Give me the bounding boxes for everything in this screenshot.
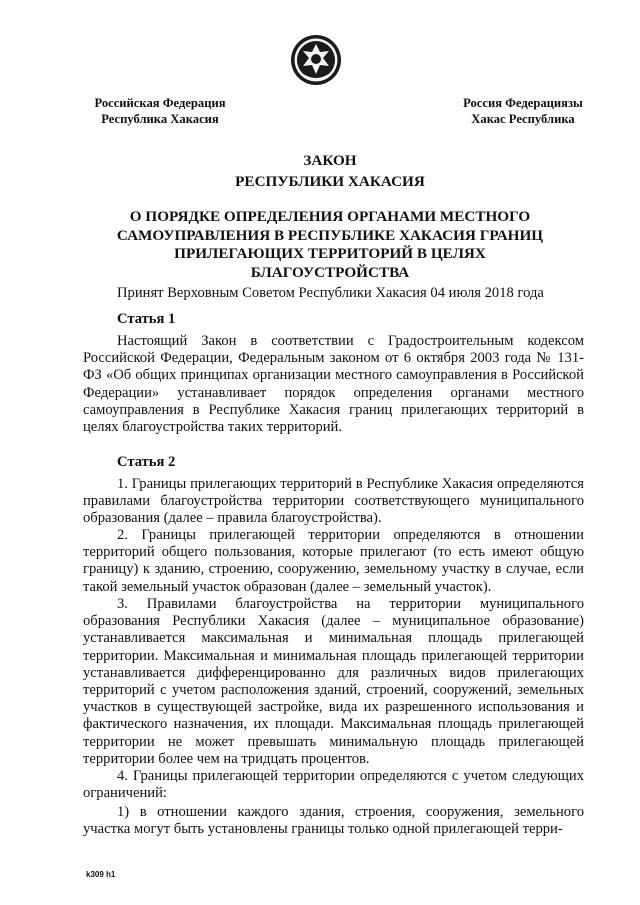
header-right-line1: Россия Федерациязы <box>463 96 583 110</box>
article-1-text: Настоящий Закон в соответствии с Градостроительным кодексом Российской Федерации, Федеральным законом от 6 октября 2003 года № 131-ФЗ «Об общих принципах организации местного самоуправления в Российской Федерации» устанавливает порядок определения органами местного самоуправления в Республике Хакасия границ прилегающих территорий в целях благоустройства таких территорий. <box>83 333 584 436</box>
article-2-paragraph-2: 2. Границы прилегающей территории определяются в отношении территорий общего пользования, которые прилегают (то есть имеют общую границу) к зданию, строению, сооружению, земельному участку в случае, если такой земельный участок образован (далее – земельный участок). <box>83 527 584 595</box>
title-republic: РЕСПУБЛИКИ ХАКАСИЯ <box>235 173 425 190</box>
title-main: О ПОРЯДКЕ ОПРЕДЕЛЕНИЯ ОРГАНАМИ МЕСТНОГО САМОУПРАВЛЕНИЯ В РЕСПУБЛИКЕ ХАКАСИЯ ГРАНИЦ ПРИЛЕГАЮЩИХ ТЕРРИТОРИЙ В ЦЕЛЯХ БЛАГОУСТРОЙСТВА <box>116 208 544 281</box>
header-right <box>452 96 594 127</box>
article-2-heading: Статья 2 <box>117 454 176 470</box>
article-2-paragraph-3: 3. Правилами благоустройства на территории муниципального образования Республики Хакасия (далее – муниципальное образование) устанавливается максимальная и минимальная площадь прилегающей территории. Максимальная и минимальная площадь прилегающей территории устанавливается дифференцированно для различных видов прилегающих территорий с учетом расположения зданий, строений, сооружений, земельных участков в существующей застройке, вида их разрешенного использования и фактического назначения, их площади. Максимальная площадь прилегающей территории не может превышать минимальную площадь прилегающей территории более чем на тридцать процентов. <box>83 596 584 767</box>
article-2-paragraph-4: 4. Границы прилегающей территории определяются с учетом следующих ограничений: <box>83 768 584 802</box>
article-2-paragraph-4-item-1: 1) в отношении каждого здания, строения, сооружения, земельного участка могут быть установлены границы только одной прилегающей терри- <box>83 804 584 838</box>
coat-of-arms-icon <box>289 33 343 87</box>
header-right-line2: Хакас Республика <box>471 111 575 126</box>
adoption-statement: Принят Верховным Советом Республики Хакасия 04 июля 2018 года <box>117 285 544 301</box>
article-2-paragraph-1: 1. Границы прилегающих территорий в Республике Хакасия определяются правилами благоустройства территории соответствующего муниципального образования (далее – правила благоустройства). <box>83 476 584 527</box>
header-left-line2: Республика Хакасия <box>101 111 219 126</box>
article-1-heading: Статья 1 <box>117 311 176 327</box>
footer-code: k309 h1 <box>86 870 116 879</box>
header-left-line1: Российская Федерация <box>94 96 226 110</box>
title-law: ЗАКОН <box>303 152 357 169</box>
header-left <box>86 96 234 127</box>
